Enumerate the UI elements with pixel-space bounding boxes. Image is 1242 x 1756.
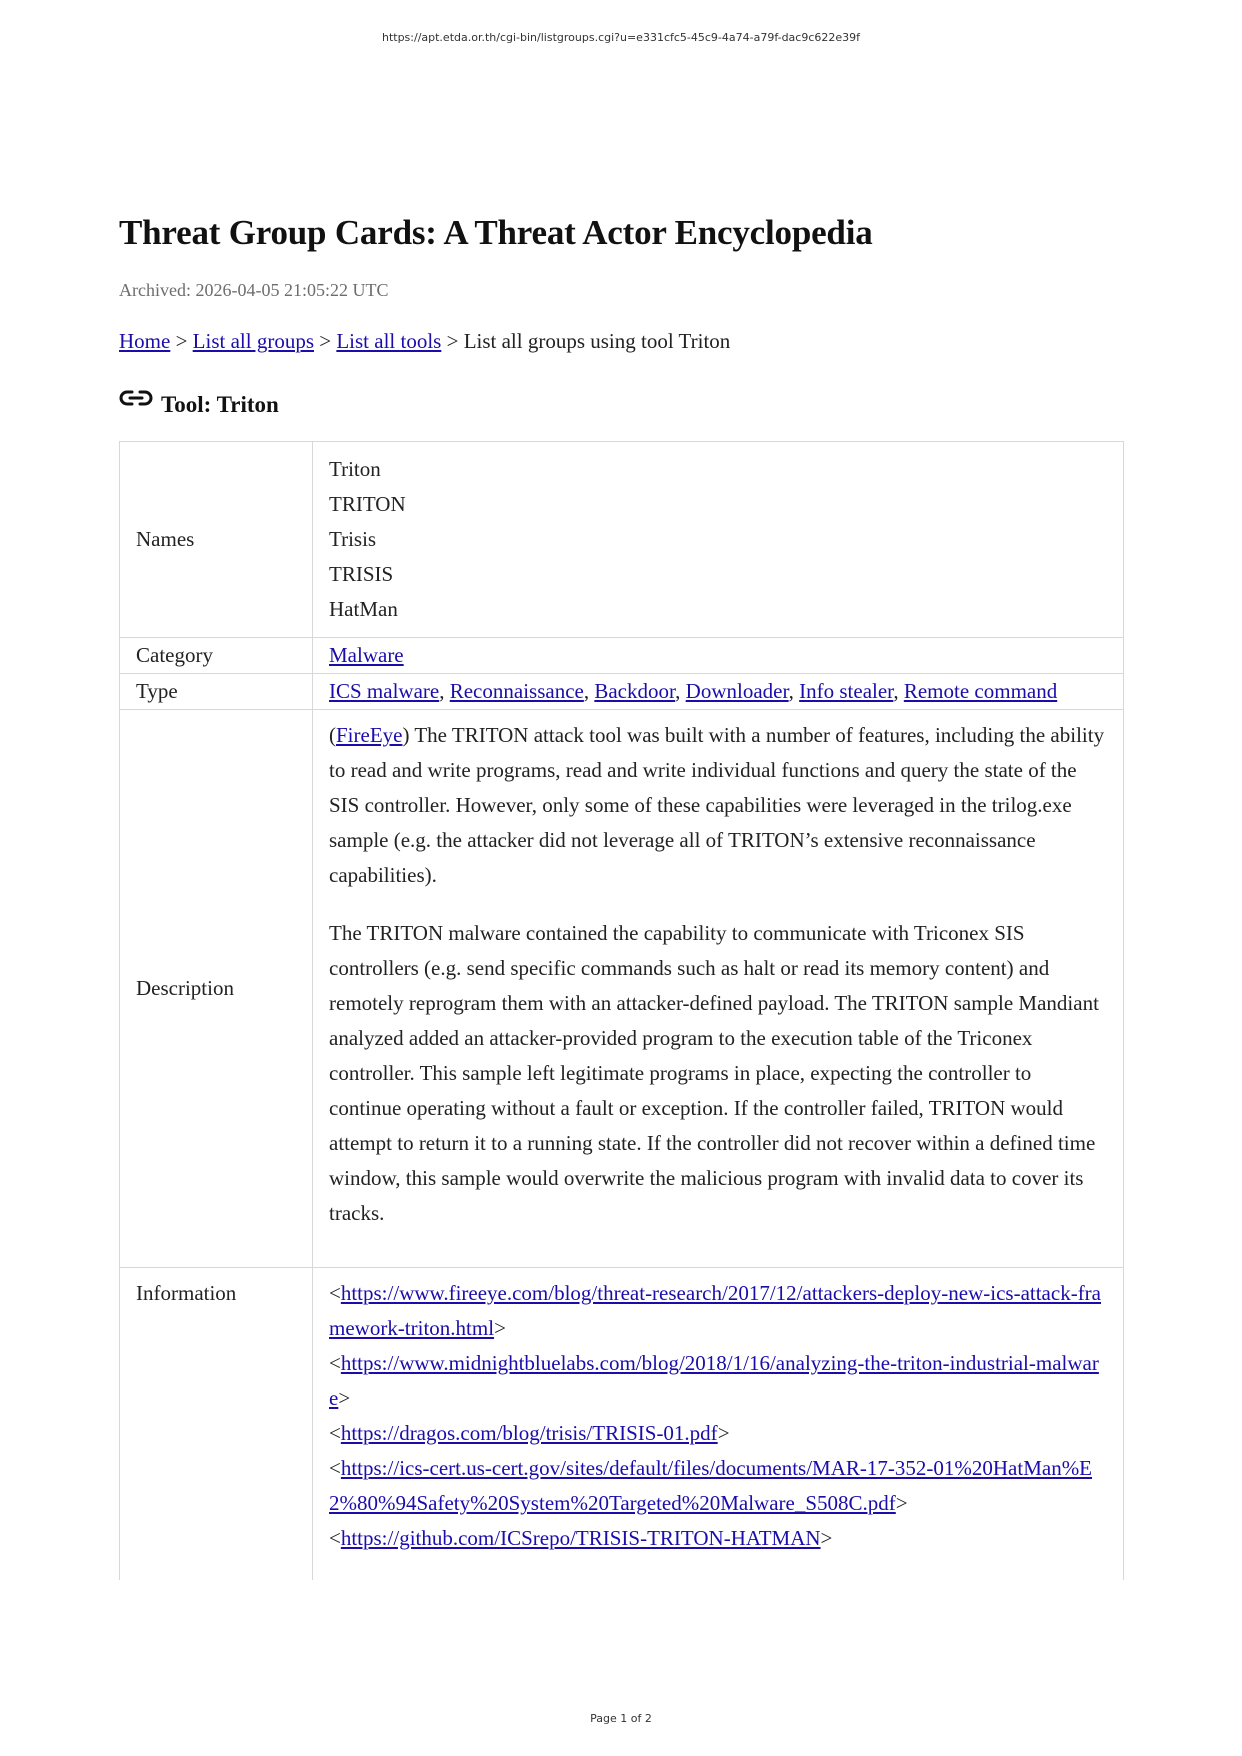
type-link[interactable]: Info stealer [799, 679, 894, 703]
description-value [313, 710, 1124, 1268]
link-icon [119, 388, 153, 408]
info-link-item [329, 1416, 1107, 1451]
gt: > [895, 1491, 908, 1515]
type-link[interactable]: Reconnaissance [449, 679, 584, 703]
gt: > [338, 1386, 351, 1410]
description-row [120, 710, 1124, 1268]
type-value [313, 674, 1124, 710]
description-paragraph: The TRITON malware contained the capability to communicate with Triconex SIS controllers (e.g. send specific commands such as halt or read its memory content) and remotely reprogram them with an attacker-defined payload. The TRITON sample Mandiant analyzed added an attacker-provided program to the execution table of the Triconex controller. This sample left legitimate programs in place, expecting the controller to continue operating without a fault or exception. If the controller failed, TRITON would attempt to return it to a running state. If the controller did not recover within a defined time window, this sample would overwrite the malicious program with invalid data to cover its tracks. [329, 921, 1099, 1225]
names-label: Names [120, 442, 313, 638]
name-item: TRISIS [329, 562, 394, 586]
type-separator: , [439, 679, 450, 703]
page-number: Page 1 of 2 [590, 1712, 652, 1725]
type-label: Type [120, 674, 313, 710]
breadcrumb-separator: > [319, 329, 332, 353]
type-separator: , [675, 679, 686, 703]
category-row [120, 638, 1124, 674]
name-item: Triton [329, 457, 381, 481]
breadcrumb-list-groups-link[interactable]: List all groups [192, 329, 314, 353]
info-link[interactable]: https://dragos.com/blog/trisis/TRISIS-01.pdf [340, 1421, 718, 1445]
type-separator: , [583, 679, 595, 703]
info-link-item [329, 1276, 1107, 1346]
breadcrumb-separator: > [175, 329, 188, 353]
category-value [313, 638, 1124, 674]
type-link[interactable]: Remote command [903, 679, 1058, 703]
gt: > [820, 1526, 833, 1550]
lt: < [329, 1281, 341, 1305]
breadcrumb-home-link[interactable]: Home [119, 329, 171, 353]
breadcrumb-current: List all groups using tool Triton [463, 329, 731, 353]
lt: < [329, 1456, 341, 1480]
name-item: Trisis [329, 527, 377, 551]
source-url: https://apt.etda.or.th/cgi-bin/listgroups.cgi?u=e331cfc5-45c9-4a74-a79f-dac9c622e39f [381, 31, 861, 44]
info-link[interactable]: https://www.midnightbluelabs.com/blog/2018/1/16/analyzing-the-triton-industrial-malware [329, 1351, 1099, 1410]
information-value [313, 1268, 1124, 1581]
breadcrumb-list-tools-link[interactable]: List all tools [336, 329, 442, 353]
archived-timestamp: Archived: 2026-04-05 21:05:22 UTC [119, 280, 389, 300]
names-row [120, 442, 1124, 638]
name-item: TRITON [329, 492, 406, 516]
information-label: Information [120, 1268, 313, 1581]
tool-heading [119, 385, 1124, 425]
breadcrumb-separator: > [446, 329, 459, 353]
gt: > [494, 1316, 506, 1340]
tool-info-table [119, 441, 1124, 1580]
lt: < [329, 1526, 341, 1550]
description-paragraph [329, 718, 1107, 893]
paren-open: ( [329, 723, 336, 747]
type-link[interactable]: Backdoor [594, 679, 676, 703]
description-label: Description [120, 710, 313, 1268]
tool-heading-text: Tool: Triton [161, 392, 279, 417]
name-item: HatMan [329, 597, 398, 621]
type-link[interactable]: Downloader [685, 679, 789, 703]
type-row [120, 674, 1124, 710]
information-row [120, 1268, 1124, 1581]
names-value [313, 442, 1124, 638]
type-separator: , [788, 679, 800, 703]
breadcrumb [119, 327, 1124, 355]
fireeye-source-link[interactable]: FireEye [336, 723, 403, 747]
category-label: Category [120, 638, 313, 674]
gt: > [717, 1421, 730, 1445]
lt: < [329, 1351, 341, 1375]
page-title: Threat Group Cards: A Threat Actor Encyclopedia [119, 213, 873, 252]
description-text: ) The TRITON attack tool was built with a number of features, including the ability to read and write programs, read and write individual functions and query the state of the SIS controller. However, only some of these capabilities were leveraged in the trilog.exe sample (e.g. the attacker did not leverage all of TRITON’s extensive reconnaissance capabilities). [329, 723, 1105, 887]
info-link[interactable]: https://www.fireeye.com/blog/threat-research/2017/12/attackers-deploy-new-ics-attack-framework-triton.html [329, 1281, 1101, 1340]
info-link-item [329, 1346, 1107, 1416]
type-link[interactable]: ICS malware [329, 679, 440, 703]
info-link[interactable]: https://ics-cert.us-cert.gov/sites/default/files/documents/MAR-17-352-01%20HatMan%E2%80%94Safety%20System%20Targeted%20Malware_S508C.pdf [329, 1456, 1093, 1515]
lt: < [329, 1421, 341, 1445]
type-separator: , [893, 679, 904, 703]
info-link-item [329, 1451, 1107, 1521]
page-content [119, 210, 1124, 1580]
info-link[interactable]: https://github.com/ICSrepo/TRISIS-TRITON-HATMAN [340, 1526, 821, 1550]
category-link[interactable]: Malware [329, 643, 404, 667]
info-link-item [329, 1521, 1107, 1556]
